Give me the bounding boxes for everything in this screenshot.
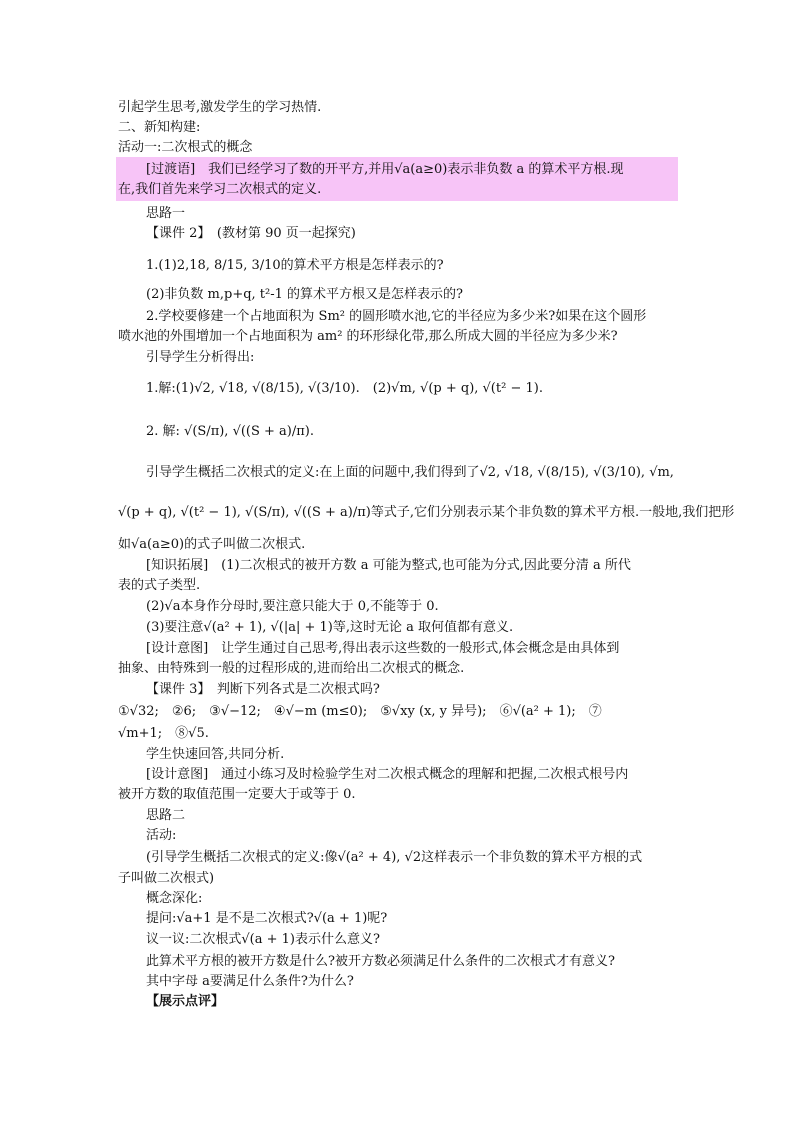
answer-line: 2. 解: √(S/π), √((S + a)/π). <box>146 424 315 439</box>
knowledge-extension: (2)√a本身作分母时,要注意只能大于 0,不能等于 0. <box>146 599 439 614</box>
text-line: 其中字母 a要满足什么条件?为什么? <box>146 974 354 989</box>
transition-text: [过渡语] 我们已经学习了数的开平方,并用√a(a≥0)表示非负数 a 的算术平方根.现 <box>146 162 624 177</box>
question-line: (2)非负数 m,p+q, t²-1 的算术平方根又是怎样表示的? <box>146 287 464 302</box>
answer-line: 1.解:(1)√2, √18, √(8/15), √(3/10). (2)√m, √(p + q), √(t² − 1). <box>146 381 543 396</box>
text-line: 议一议:二次根式√(a + 1)表示什么意义? <box>146 932 380 947</box>
knowledge-extension: (3)要注意√(a² + 1), √(|a| + 1)等,这时无论 a 取何值都有意义. <box>146 620 514 635</box>
exercise-line: √m+1; ⑧√5. <box>118 726 209 741</box>
text-line: 提问:√a+1 是不是二次根式?√(a + 1)呢? <box>146 911 388 926</box>
section-label: 【展示点评】 <box>146 994 225 1009</box>
text-line: (引导学生概括二次根式的定义:像√(a² + 4), √2这样表示一个非负数的算术平方根的式 <box>146 850 643 865</box>
text-line: 学生快速回答,共同分析. <box>146 747 285 762</box>
definition-text: √(p + q), √(t² − 1), √(S/π), √((S + a)/π)等式子,它们分别表示某个非负数的算术平方根.一般地,我们把形 <box>118 505 735 520</box>
text-line: 引导学生分析得出: <box>146 350 255 365</box>
courseware-label: 【课件 3】 判断下列各式是二次根式吗? <box>146 682 380 697</box>
activity-heading: 活动一:二次根式的概念 <box>118 140 253 155</box>
definition-text: 如√a(a≥0)的式子叫做二次根式. <box>118 537 306 552</box>
knowledge-extension: 表的式子类型. <box>118 578 201 593</box>
question-line: 2.学校要修建一个占地面积为 Sm² 的圆形喷水池,它的半径应为多少米?如果在这个圆形 <box>146 309 647 324</box>
subheading: 思路一 <box>146 206 186 221</box>
text-line: 概念深化: <box>146 891 203 906</box>
question-line: 1.(1)2,18, 8/15, 3/10的算术平方根是怎样表示的? <box>146 258 444 273</box>
section-heading: 二、新知构建: <box>118 120 201 135</box>
text-line: 引起学生思考,激发学生的学习热情. <box>118 100 322 115</box>
design-intent: 被开方数的取值范围一定要大于或等于 0. <box>118 787 356 802</box>
text-line: 子叫做二次根式) <box>118 871 215 886</box>
transition-text: 在,我们首先来学习二次根式的定义. <box>118 182 322 197</box>
text-line: 此算术平方根的被开方数是什么?被开方数必须满足什么条件的二次根式才有意义? <box>146 954 615 969</box>
exercise-line: ①√32; ②6; ③√−12; ④√−m (m≤0); ⑤√xy (x, y 异号); ⑥√(a² + 1); ⑦ <box>118 704 602 719</box>
design-intent: [设计意图] 让学生通过自己思考,得出表示这些数的一般形式,体会概念是由具体到 <box>146 641 620 656</box>
knowledge-extension: [知识拓展] (1)二次根式的被开方数 a 可能为整式,也可能为分式,因此要分清 a 所代 <box>146 558 631 573</box>
design-intent: [设计意图] 通过小练习及时检验学生对二次根式概念的理解和把握,二次根式根号内 <box>146 767 629 782</box>
courseware-label: 【课件 2】 (教材第 90 页一起探究) <box>146 226 356 241</box>
question-line: 喷水池的外围增加一个占地面积为 am² 的环形绿化带,那么所成大圆的半径应为多少米? <box>118 329 618 344</box>
subheading: 思路二 <box>146 808 186 823</box>
design-intent: 抽象、由特殊到一般的过程形成的,进而给出二次根式的概念. <box>118 661 465 676</box>
text-line: 活动: <box>146 828 177 843</box>
definition-text: 引导学生概括二次根式的定义:在上面的问题中,我们得到了√2, √18, √(8/15), √(3/10), √m, <box>146 465 674 480</box>
